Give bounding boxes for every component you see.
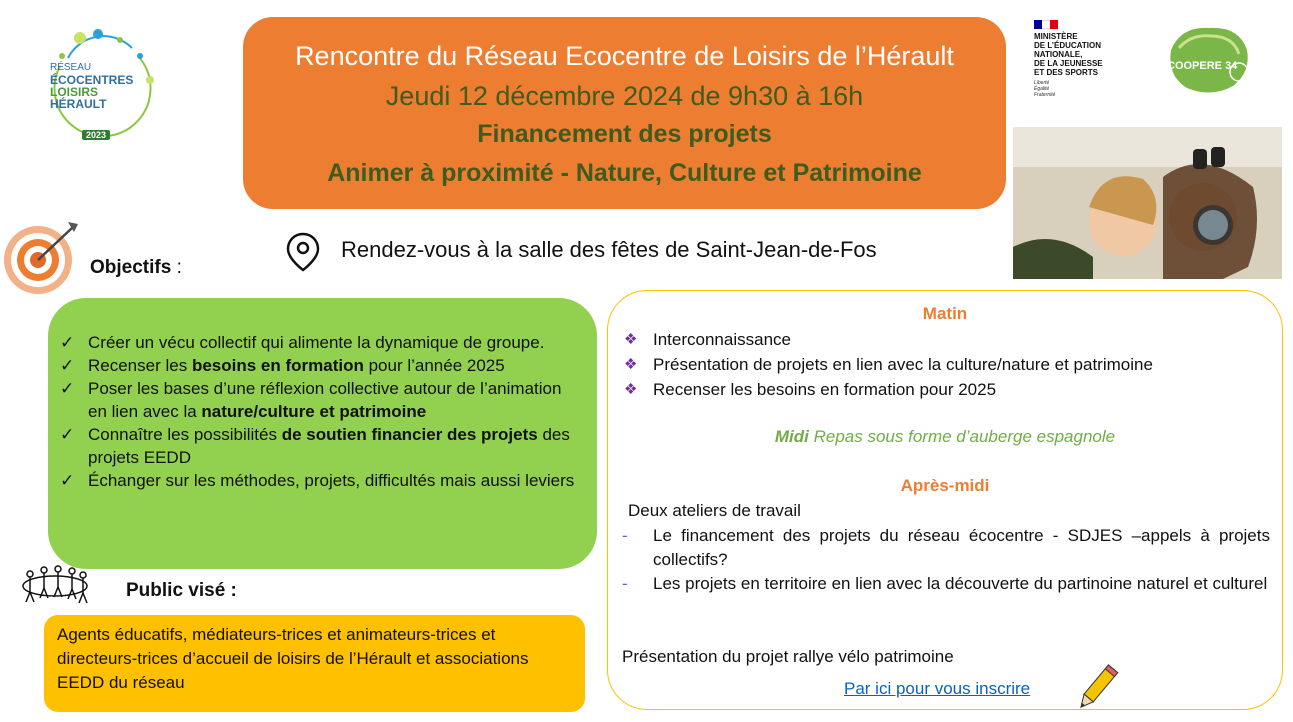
apresmidi-heading: Après-midi (900, 476, 990, 495)
list-item: ❖ Recenser les besoins en formation pour 2025 (624, 377, 1153, 402)
check-bullet-icon: ✓ (60, 356, 75, 375)
rallye-presentation: Présentation du projet rallye vélo patrimoine (622, 647, 954, 666)
midi-line: Midi Repas sous forme d’auberge espagnole (774, 427, 1116, 446)
check-bullet-icon: ✓ (60, 471, 75, 490)
list-item: ✓ Échanger sur les méthodes, projets, difficultés mais aussi leviers (60, 471, 575, 490)
reseau-logo-text: RÉSEAU ÉCOCENTRES LOISIRS HÉRAULT (50, 62, 134, 111)
objectifs-box (48, 298, 597, 569)
coopere34-logo (1161, 20, 1253, 98)
pencil-icon (1074, 661, 1120, 720)
dash-bullet-icon: - (622, 526, 628, 545)
list-item: - Le financement des projets du réseau écocentre - SDJES –appels à projets collectifs? (622, 526, 1270, 569)
public-box (44, 615, 585, 712)
people-circle-icon (20, 562, 90, 613)
register-link[interactable]: Par ici pour vous inscrire (844, 679, 1031, 698)
objectifs-label: Objectifs : (90, 257, 182, 278)
diamond-bullet-icon: ❖ (624, 356, 638, 373)
list-item: ✓ Poser les bases d’une réflexion collective autour de l’animation en lien avec la nature/culture et patrimoine (60, 379, 562, 421)
event-title: Rencontre du Réseau Ecocentre de Loisirs de l’Hérault (295, 41, 954, 71)
ateliers-list (622, 524, 1270, 596)
list-item: ✓ Connaître les possibilités de soutien financier des projets des projets EEDD (60, 425, 570, 467)
public-text: Agents éducatifs, médiateurs-trices et animateurs-trices et directeurs-trices d’accueil de loisirs de l’Hérault et associations EEDD du réseau (57, 625, 529, 692)
programme-box (607, 290, 1283, 710)
dash-bullet-icon: - (622, 574, 628, 593)
event-subtitle-funding: Financement des projets (477, 120, 772, 148)
reseau-logo-year: 2023 (82, 130, 110, 140)
diamond-bullet-icon: ❖ (624, 331, 638, 348)
list-item: ❖ Présentation de projets en lien avec la culture/nature et patrimoine (624, 352, 1153, 377)
reseau-ecocentres-logo (40, 26, 160, 146)
list-item: ✓ Recenser les besoins en formation pour l’année 2025 (60, 356, 505, 375)
event-subtitle-theme: Animer à proximité - Nature, Culture et Patrimoine (327, 159, 922, 187)
children-magnifying-glass-photo (1013, 127, 1282, 279)
location-pin-icon (286, 232, 320, 277)
ministere-motto: Liberté Égalité Fraternité (1034, 80, 1056, 98)
list-item: ❖ Interconnaissance (624, 327, 1153, 352)
meeting-location: Rendez-vous à la salle des fêtes de Saint-Jean-de-Fos (341, 237, 877, 262)
ministere-logo (1034, 20, 1144, 98)
check-bullet-icon: ✓ (60, 379, 75, 398)
public-label: Public visé : (126, 580, 237, 601)
ministere-name: MINISTÈRE DE L’ÉDUCATION NATIONALE, DE LA JEUNESSE ET DES SPORTS (1034, 32, 1103, 77)
french-flag-icon (1034, 20, 1058, 29)
ateliers-intro: Deux ateliers de travail (628, 501, 801, 520)
check-bullet-icon: ✓ (60, 333, 75, 352)
event-header (243, 17, 1006, 209)
diamond-bullet-icon: ❖ (624, 381, 638, 398)
check-bullet-icon: ✓ (60, 425, 75, 444)
list-item: ✓ Créer un vécu collectif qui alimente la dynamique de groupe. (60, 333, 545, 352)
objectifs-list (60, 331, 585, 492)
list-item: - Les projets en territoire en lien avec la découverte du partinoine naturel et culturel (622, 572, 1270, 596)
matin-list (624, 327, 1153, 402)
event-date: Jeudi 12 décembre 2024 de 9h30 à 16h (385, 81, 864, 111)
coopere34-logo-text: COOPERE 34 (1167, 60, 1238, 72)
matin-heading: Matin (922, 304, 968, 323)
target-icon (2, 218, 82, 303)
